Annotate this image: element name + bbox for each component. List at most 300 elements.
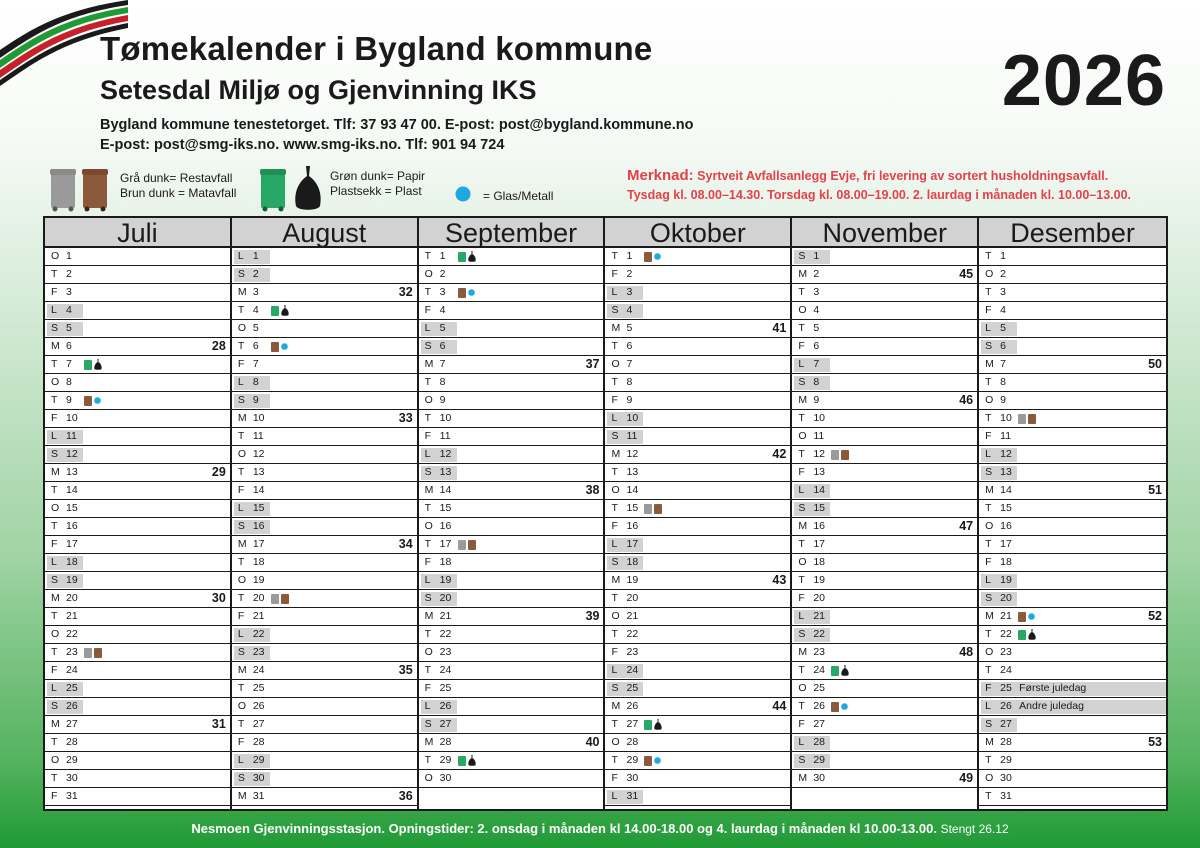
day-number: 15 [813, 502, 825, 514]
day-row [792, 464, 977, 482]
day-number: 28 [66, 736, 78, 748]
collection-icons [271, 593, 289, 604]
day-number: 17 [813, 538, 825, 550]
day-number: 2 [813, 268, 820, 280]
day-number: 14 [439, 484, 452, 496]
day-number: 16 [626, 520, 639, 532]
day-row [605, 644, 790, 662]
month-column [979, 218, 1166, 809]
weekday-letter: T [985, 628, 992, 640]
day-row [605, 338, 790, 356]
weekday-letter: F [51, 412, 58, 424]
day-number: 4 [1000, 304, 1006, 316]
note-box [627, 166, 1131, 205]
weekday-letter: T [985, 286, 992, 298]
day-number: 1 [813, 250, 820, 262]
day-number: 10 [813, 412, 825, 424]
day-row [605, 590, 790, 608]
weekday-letter: M [237, 286, 247, 298]
day-number: 28 [252, 736, 265, 748]
weekday-letter: M [237, 412, 247, 424]
collection-icons [644, 719, 662, 730]
week-number: 28 [211, 339, 226, 353]
week-number: 42 [772, 447, 787, 461]
day-number: 12 [439, 448, 452, 460]
day-number: 25 [1000, 682, 1012, 694]
weekday-letter: L [51, 682, 57, 694]
day-number: 23 [626, 646, 639, 658]
weekday-letter: F [424, 430, 432, 442]
week-number: 30 [211, 591, 226, 605]
contact-smg: E-post: post@smg-iks.no. www.smg-iks.no. Tlf: 901 94 724 [100, 137, 505, 153]
day-row [232, 752, 417, 770]
day-number: 24 [626, 664, 639, 676]
day-number: 10 [1000, 412, 1012, 424]
day-number: 14 [1000, 484, 1012, 496]
weekday-letter: L [798, 610, 805, 622]
day-row [232, 446, 417, 464]
day-number: 24 [66, 664, 78, 676]
day-row [979, 590, 1166, 608]
day-number: 21 [1000, 610, 1012, 622]
weekday-letter: M [798, 772, 808, 784]
green-bin-icon [644, 719, 652, 730]
day-number: 2 [252, 268, 259, 280]
weekday-letter: L [424, 574, 431, 586]
day-row [979, 500, 1166, 518]
day-row [979, 356, 1166, 374]
day-row [232, 698, 417, 716]
gray-bin-icon [50, 168, 76, 212]
weekday-letter: L [985, 700, 991, 712]
weekday-letter: F [237, 484, 245, 496]
weekday-letter: F [237, 358, 245, 370]
weekday-letter: M [237, 538, 247, 550]
weekday-letter: T [798, 412, 805, 424]
day-row [792, 410, 977, 428]
weekday-letter: T [237, 556, 245, 568]
collection-icons [1018, 629, 1036, 640]
weekday-letter: L [237, 250, 244, 262]
day-row [45, 572, 230, 590]
day-number: 20 [66, 592, 78, 604]
weekday-letter: T [611, 376, 618, 388]
weekday-letter: O [237, 448, 246, 460]
weekday-letter: S [798, 628, 806, 640]
weekday-letter: S [611, 556, 619, 568]
weekday-letter: S [798, 250, 806, 262]
day-number: 10 [626, 412, 639, 424]
day-number: 24 [439, 664, 452, 676]
weekday-letter: F [611, 646, 618, 658]
day-number: 2 [66, 268, 72, 280]
day-number: 15 [252, 502, 265, 514]
day-number: 17 [626, 538, 639, 550]
day-row [45, 500, 230, 518]
weekday-letter: T [985, 412, 992, 424]
day-number: 20 [626, 592, 639, 604]
glass-metal-icon [654, 757, 661, 764]
day-number: 3 [626, 286, 633, 298]
weekday-letter: F [798, 592, 805, 604]
weekday-letter: L [985, 322, 991, 334]
weekday-letter: T [237, 682, 245, 694]
day-number: 24 [813, 664, 825, 676]
weekday-letter: M [798, 646, 808, 658]
day-number: 13 [439, 466, 452, 478]
day-row [419, 410, 604, 428]
weekday-letter: S [985, 466, 993, 478]
weekday-letter: O [237, 574, 246, 586]
day-row [792, 338, 977, 356]
day-row [45, 770, 230, 788]
day-row [45, 320, 230, 338]
weekday-letter: S [237, 394, 245, 406]
day-number: 29 [252, 754, 265, 766]
legend [50, 166, 590, 214]
month-column [419, 218, 606, 809]
day-row [605, 428, 790, 446]
weekday-letter: T [51, 268, 58, 280]
legend-gray-bin: Grå dunk= Restavfall [120, 171, 233, 185]
weekday-letter: M [611, 322, 621, 334]
day-row [232, 644, 417, 662]
day-row [979, 626, 1166, 644]
week-number: 33 [398, 411, 413, 425]
day-row [979, 428, 1166, 446]
day-row [792, 266, 977, 284]
day-number: 31 [1000, 790, 1012, 802]
collection-icons [1018, 611, 1035, 622]
day-row [605, 446, 790, 464]
day-number: 11 [813, 430, 825, 442]
day-row [605, 374, 790, 392]
collection-icons [458, 251, 476, 262]
day-row [232, 680, 417, 698]
weekday-letter: M [611, 448, 621, 460]
weekday-letter: O [51, 250, 60, 262]
day-number: 28 [1000, 736, 1012, 748]
weekday-letter: F [424, 682, 432, 694]
day-number: 13 [813, 466, 825, 478]
weekday-letter: T [985, 376, 992, 388]
day-number: 21 [439, 610, 452, 622]
green-bin-icon [458, 755, 466, 766]
day-row [605, 662, 790, 680]
day-number: 13 [1000, 466, 1012, 478]
day-number: 19 [1000, 574, 1012, 586]
day-number: 29 [626, 754, 639, 766]
weekday-letter: T [237, 304, 245, 316]
day-number: 1 [626, 250, 633, 262]
day-row [232, 716, 417, 734]
weekday-letter: S [798, 754, 806, 766]
day-row [419, 284, 604, 302]
day-row [419, 626, 604, 644]
day-row [419, 500, 604, 518]
day-row [419, 680, 604, 698]
day-number: 19 [252, 574, 265, 586]
weekday-letter: L [798, 484, 805, 496]
brown-bin-icon [271, 341, 279, 352]
month-days [792, 248, 977, 809]
week-number: 50 [1148, 357, 1162, 371]
day-row [419, 698, 604, 716]
day-number: 24 [252, 664, 265, 676]
day-number: 14 [813, 484, 825, 496]
day-row [605, 482, 790, 500]
month-header: August [232, 218, 417, 248]
day-number: 22 [439, 628, 452, 640]
day-row [979, 518, 1166, 536]
calendar-year: 2026 [1001, 41, 1166, 121]
day-row [419, 248, 604, 266]
day-row [45, 428, 230, 446]
day-number: 30 [439, 772, 452, 784]
weekday-letter: L [237, 502, 244, 514]
day-row [605, 392, 790, 410]
day-row [792, 428, 977, 446]
weekday-letter: M [237, 790, 247, 802]
week-number: 39 [585, 609, 600, 623]
day-row [419, 464, 604, 482]
weekday-letter: T [798, 286, 805, 298]
weekday-letter: T [424, 628, 432, 640]
day-row [792, 284, 977, 302]
weekday-letter: F [51, 664, 58, 676]
day-number: 25 [626, 682, 639, 694]
day-row [232, 500, 417, 518]
glass-metal-icon [455, 186, 471, 202]
weekday-letter: S [51, 700, 59, 712]
day-row [232, 554, 417, 572]
day-number: 27 [813, 718, 825, 730]
weekday-letter: T [424, 286, 432, 298]
weekday-letter: T [237, 592, 245, 604]
brown-bin-icon [841, 449, 849, 460]
day-row [605, 536, 790, 554]
day-number: 23 [252, 646, 265, 658]
day-number: 15 [626, 502, 639, 514]
day-row [979, 716, 1166, 734]
collection-icons [84, 395, 101, 406]
day-number: 5 [66, 322, 72, 334]
day-row [45, 410, 230, 428]
day-number: 5 [439, 322, 446, 334]
day-row [419, 554, 604, 572]
weekday-letter: S [611, 682, 619, 694]
day-row [232, 572, 417, 590]
month-header: Oktober [605, 218, 790, 248]
day-number: 20 [1000, 592, 1012, 604]
day-row [232, 788, 417, 806]
day-number: 10 [66, 412, 78, 424]
day-number: 13 [66, 466, 78, 478]
week-number: 37 [585, 357, 600, 371]
plastic-bag-icon [468, 755, 476, 766]
weekday-letter: S [51, 448, 59, 460]
weekday-letter: L [424, 448, 431, 460]
collection-icons [84, 647, 102, 658]
day-row [792, 644, 977, 662]
day-number: 7 [252, 358, 259, 370]
weekday-letter: O [424, 394, 433, 406]
week-number: 38 [585, 483, 600, 497]
day-number: 13 [626, 466, 639, 478]
day-row [45, 716, 230, 734]
day-number: 12 [813, 448, 825, 460]
weekday-letter: M [611, 574, 621, 586]
day-number: 7 [66, 358, 72, 370]
weekday-letter: L [985, 448, 991, 460]
day-row [45, 698, 230, 716]
day-number: 4 [626, 304, 633, 316]
day-row [605, 554, 790, 572]
weekday-letter: T [237, 340, 245, 352]
day-number: 28 [626, 736, 639, 748]
day-number: 2 [626, 268, 633, 280]
day-row [232, 770, 417, 788]
day-number: 16 [252, 520, 265, 532]
weekday-letter: M [611, 700, 621, 712]
weekday-letter: O [51, 502, 60, 514]
day-number: 14 [66, 484, 78, 496]
weekday-letter: S [798, 376, 806, 388]
day-row [419, 446, 604, 464]
day-row [792, 446, 977, 464]
collection-icons [831, 665, 849, 676]
brown-bin-icon [831, 701, 839, 712]
page-title: Tømekalender i Bygland kommune [100, 30, 653, 67]
day-row [605, 302, 790, 320]
footer-hours: Nesmoen Gjenvinningsstasjon. Opningstider: 2. onsdag i månaden kl 14.00-18.00 og 4. laurdag i månaden kl 10.00-13.00. [191, 821, 937, 836]
day-row [792, 482, 977, 500]
weekday-letter: L [424, 322, 431, 334]
weekday-letter: L [237, 628, 244, 640]
weekday-letter: F [51, 286, 58, 298]
day-row [45, 518, 230, 536]
day-row [419, 374, 604, 392]
day-row [45, 464, 230, 482]
day-row [792, 500, 977, 518]
calendar-grid [43, 216, 1168, 811]
day-row [605, 788, 790, 806]
collection-icons [458, 287, 475, 298]
holiday-note: Andre juledag [1019, 700, 1084, 712]
collection-icons [831, 449, 849, 460]
day-row [979, 572, 1166, 590]
day-number: 29 [439, 754, 452, 766]
day-number: 7 [439, 358, 446, 370]
day-row [979, 536, 1166, 554]
weekday-letter: M [51, 466, 60, 478]
weekday-letter: L [51, 556, 57, 568]
weekday-letter: M [985, 736, 994, 748]
day-number: 6 [439, 340, 446, 352]
day-row [232, 356, 417, 374]
gray-bin-icon [458, 539, 466, 550]
day-number: 7 [1000, 358, 1006, 370]
weekday-letter: F [985, 556, 992, 568]
week-number: 34 [398, 537, 413, 551]
month-column [792, 218, 979, 809]
day-row [419, 482, 604, 500]
weekday-letter: T [611, 754, 618, 766]
day-row [419, 266, 604, 284]
day-number: 18 [66, 556, 78, 568]
day-number: 6 [252, 340, 259, 352]
weekday-letter: O [611, 358, 620, 370]
day-row [792, 572, 977, 590]
day-number: 9 [1000, 394, 1006, 406]
day-row [605, 410, 790, 428]
page-subtitle: Setesdal Miljø og Gjenvinning IKS [100, 75, 537, 105]
brown-bin-icon [1018, 611, 1026, 622]
day-number: 7 [813, 358, 820, 370]
week-number: 46 [959, 393, 974, 407]
green-bin-icon [260, 168, 286, 212]
weekday-letter: T [424, 754, 432, 766]
plastic-bag-icon [654, 719, 662, 730]
day-row [979, 446, 1166, 464]
glass-metal-icon [468, 289, 475, 296]
weekday-letter: T [985, 250, 992, 262]
day-row [792, 248, 977, 266]
weekday-letter: T [985, 790, 992, 802]
weekday-letter: F [237, 610, 245, 622]
day-row [45, 626, 230, 644]
brown-bin-icon [654, 503, 662, 514]
weekday-letter: T [424, 250, 432, 262]
brown-bin-icon [82, 168, 108, 212]
weekday-letter: T [51, 358, 58, 370]
weekday-letter: F [424, 304, 432, 316]
weekday-letter: M [424, 610, 434, 622]
weekday-letter: L [424, 700, 431, 712]
day-number: 18 [1000, 556, 1012, 568]
day-row [45, 248, 230, 266]
day-row [45, 446, 230, 464]
day-row [45, 662, 230, 680]
day-row [792, 734, 977, 752]
weekday-letter: T [424, 412, 432, 424]
weekday-letter: M [985, 484, 994, 496]
day-row [605, 356, 790, 374]
day-number: 11 [252, 430, 264, 442]
day-row [979, 680, 1166, 698]
day-number: 11 [626, 430, 638, 442]
day-row [232, 734, 417, 752]
day-row [419, 734, 604, 752]
weekday-letter: T [51, 772, 58, 784]
day-row [605, 464, 790, 482]
weekday-letter: T [611, 592, 618, 604]
weekday-letter: S [51, 322, 59, 334]
day-row [45, 482, 230, 500]
day-number: 25 [813, 682, 825, 694]
day-number: 29 [66, 754, 78, 766]
weekday-letter: T [611, 628, 618, 640]
weekday-letter: S [237, 520, 245, 532]
day-number: 26 [66, 700, 78, 712]
day-number: 18 [626, 556, 639, 568]
week-number: 40 [585, 735, 600, 749]
day-row [979, 482, 1166, 500]
day-row [979, 410, 1166, 428]
weekday-letter: O [611, 610, 620, 622]
day-number: 9 [626, 394, 633, 406]
green-bin-icon [84, 359, 92, 370]
